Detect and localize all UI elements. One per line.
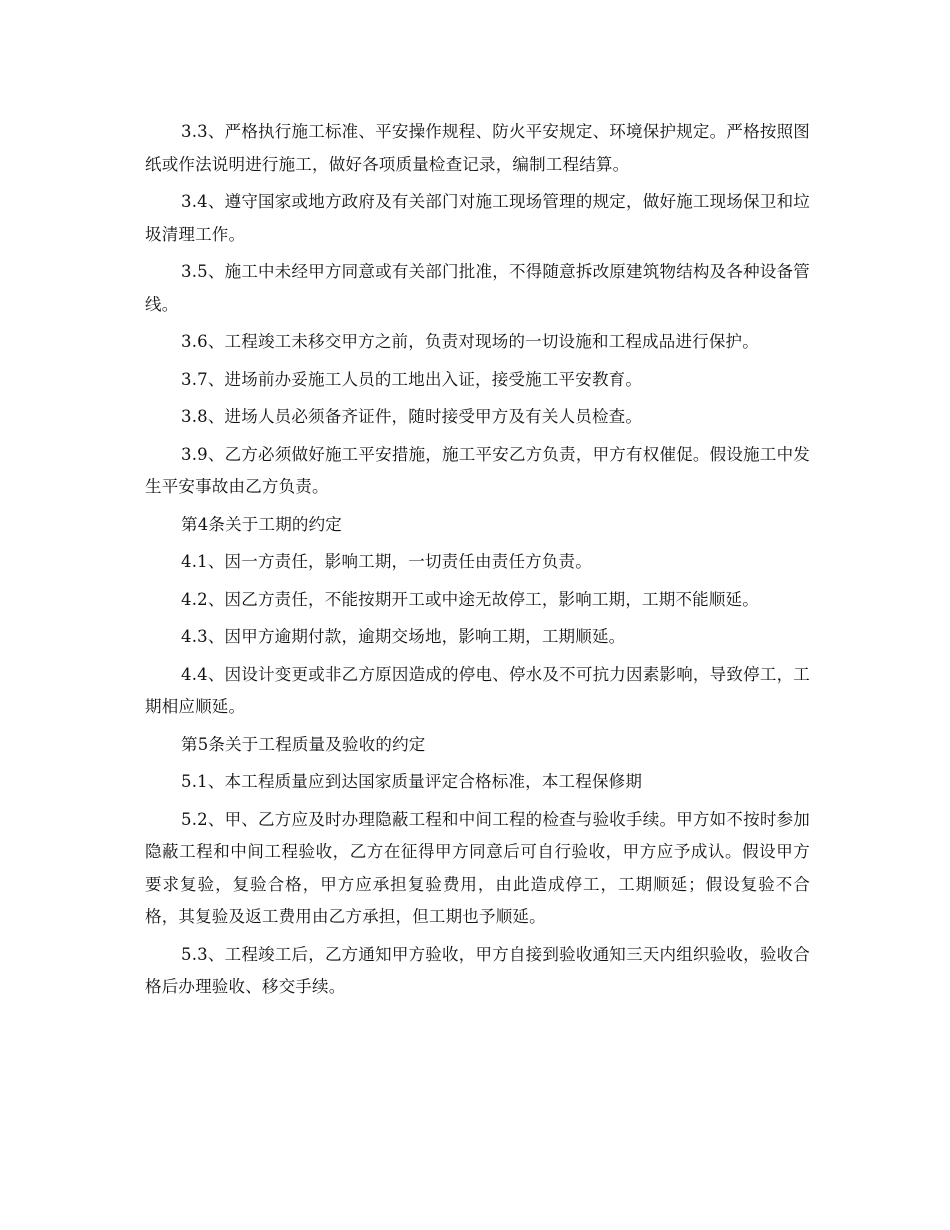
clause-5-2: 5.2、甲、乙方应及时办理隐蔽工程和中间工程的检查与验收手续。甲方如不按时参加隐蔽工程和中间工程验收，乙方在征得甲方同意后可自行验收，甲方应予成认。假设甲方要求复验，复验合格，甲方应承担复验费用，由此造成停工，工期顺延；假设复验不合格，其复验及返工费用由乙方承担，但工期也予顺延。 [145, 809, 810, 926]
clause-3-3: 3.3、严格执行施工标准、平安操作规程、防火平安规定、环境保护规定。严格按照图纸或作法说明进行施工，做好各项质量检查记录，编制工程结算。 [145, 122, 810, 174]
clause-5-1: 5.1、本工程质量应到达国家质量评定合格标准，本工程保修期 [181, 772, 643, 791]
clause-3-4: 3.4、遵守国家或地方政府及有关部门对施工现场管理的规定，做好施工现场保卫和垃圾清理工作。 [145, 192, 810, 244]
document-body [145, 116, 810, 1009]
clause-4-4: 4.4、因设计变更或非乙方原因造成的停电、停水及不可抗力因素影响，导致停工，工期相应顺延。 [145, 664, 810, 716]
clause-3-8: 3.8、进场人员必须备齐证件，随时接受甲方及有关人员检查。 [181, 407, 643, 426]
clause-4-1: 4.1、因一方责任，影响工期，一切责任由责任方负责。 [181, 552, 592, 571]
clause-3-5: 3.5、施工中未经甲方同意或有关部门批准，不得随意拆改原建筑物结构及各种设备管线。 [145, 262, 810, 314]
section-heading-5: 第5条关于工程质量及验收的约定 [181, 734, 426, 754]
clause-3-7: 3.7、进场前办妥施工人员的工地出入证，接受施工平安教育。 [181, 369, 643, 389]
clause-5-3: 5.3、工程竣工后，乙方通知甲方验收，甲方自接到验收通知三天内组织验收，验收合格后办理验收、移交手续。 [145, 944, 810, 996]
clause-4-2: 4.2、因乙方责任，不能按期开工或中途无故停工，影响工期，工期不能顺延。 [181, 589, 759, 609]
clause-4-3: 4.3、因甲方逾期付款，逾期交场地，影响工期，工期顺延。 [181, 627, 626, 646]
clause-3-6: 3.6、工程竣工未移交甲方之前，负责对现场的一切设施和工程成品进行保护。 [181, 332, 759, 351]
section-heading-4: 第4条关于工期的约定 [181, 514, 342, 534]
clause-3-9: 3.9、乙方必须做好施工平安措施，施工平安乙方负责，甲方有权催促。假设施工中发生平安事故由乙方负责。 [145, 444, 810, 496]
